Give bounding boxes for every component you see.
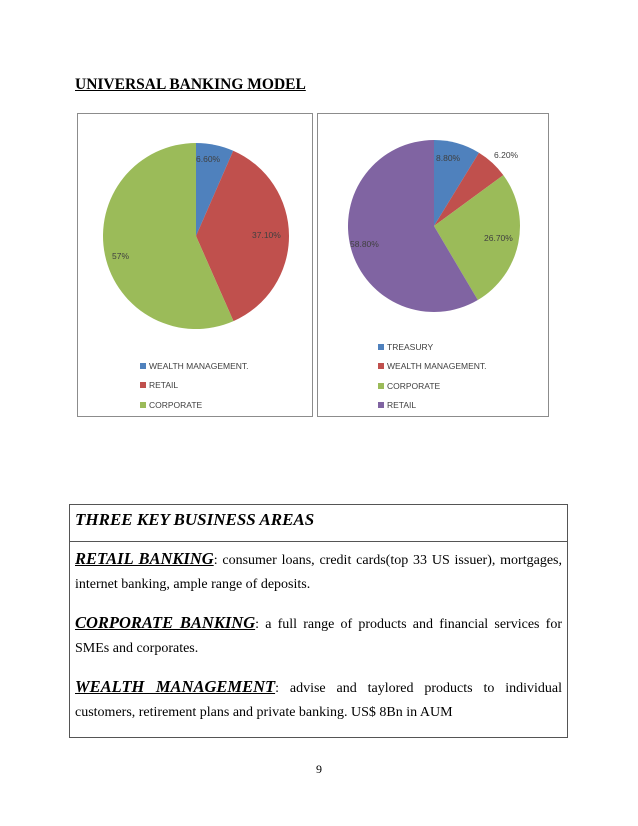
page-number: 9 [316, 762, 322, 776]
left-pie-legend-label-2: CORPORATE [149, 399, 203, 410]
right-pie-data-label-2: 26.70% [484, 233, 513, 243]
retail-banking-text: : consumer loans, credit cards(top 33 US issuer), mortgages, internet banking, ample range of deposits. [75, 553, 562, 592]
right-pie-legend-label-2: CORPORATE [387, 380, 441, 391]
right-pie-legend-item-3 [378, 396, 487, 416]
left-pie-legend-item-1 [140, 376, 249, 396]
right-pie-legend-swatch-0 [378, 344, 384, 350]
left-pie-data-label-2: 57% [112, 251, 130, 261]
page-heading: UNIVERSAL BANKING MODEL [75, 76, 306, 93]
left-pie-legend-swatch-2 [140, 402, 146, 408]
right-pie-legend-label-3: RETAIL [387, 400, 417, 411]
left-pie-data-label-1: 37.10% [252, 230, 281, 240]
corporate-banking-paragraph [70, 611, 567, 661]
right-pie-data-label-0: 8.80% [436, 153, 461, 163]
left-pie-legend-item-0 [140, 356, 249, 376]
left-pie-legend-swatch-0 [140, 363, 146, 369]
wealth-management-paragraph [70, 675, 567, 725]
business-areas-title: THREE KEY BUSINESS AREAS [70, 505, 567, 542]
right-pie-legend-item-1 [378, 357, 487, 377]
retail-banking-paragraph [70, 547, 567, 597]
left-pie-legend-item-2 [140, 395, 249, 415]
retail-banking-term: RETAIL BANKING [75, 549, 214, 568]
right-pie-legend-swatch-3 [378, 402, 384, 408]
right-pie-data-label-1: 6.20% [494, 150, 519, 160]
right-pie-legend-item-2 [378, 376, 487, 396]
pie-chart-left [77, 113, 313, 417]
right-pie-legend-label-1: WEALTH MANAGEMENT. [387, 361, 487, 372]
corporate-banking-term: CORPORATE BANKING [75, 613, 256, 632]
legend-right [378, 337, 487, 415]
right-pie-legend-swatch-1 [378, 363, 384, 369]
right-pie-legend-item-0 [378, 337, 487, 357]
left-pie-legend-swatch-1 [140, 382, 146, 388]
wealth-management-text: : advise and taylored products to individual customers, retirement plans and private banking. US$ 8Bn in AUM [75, 681, 562, 720]
right-pie-data-label-3: 58.80% [350, 239, 379, 249]
corporate-banking-text: : a full range of products and financial services for SMEs and corporates. [75, 617, 562, 656]
right-pie-legend-swatch-2 [378, 383, 384, 389]
left-pie-legend-label-1: RETAIL [149, 380, 179, 391]
pie-chart-right [317, 113, 549, 417]
left-pie-legend-label-0: WEALTH MANAGEMENT. [149, 360, 249, 371]
business-areas-box [69, 504, 568, 738]
right-pie-legend-label-0: TREASURY [387, 341, 434, 352]
legend-left [140, 356, 249, 415]
wealth-management-term: WEALTH MANAGEMENT [75, 677, 276, 696]
left-pie-data-label-0: 6.60% [196, 154, 221, 164]
